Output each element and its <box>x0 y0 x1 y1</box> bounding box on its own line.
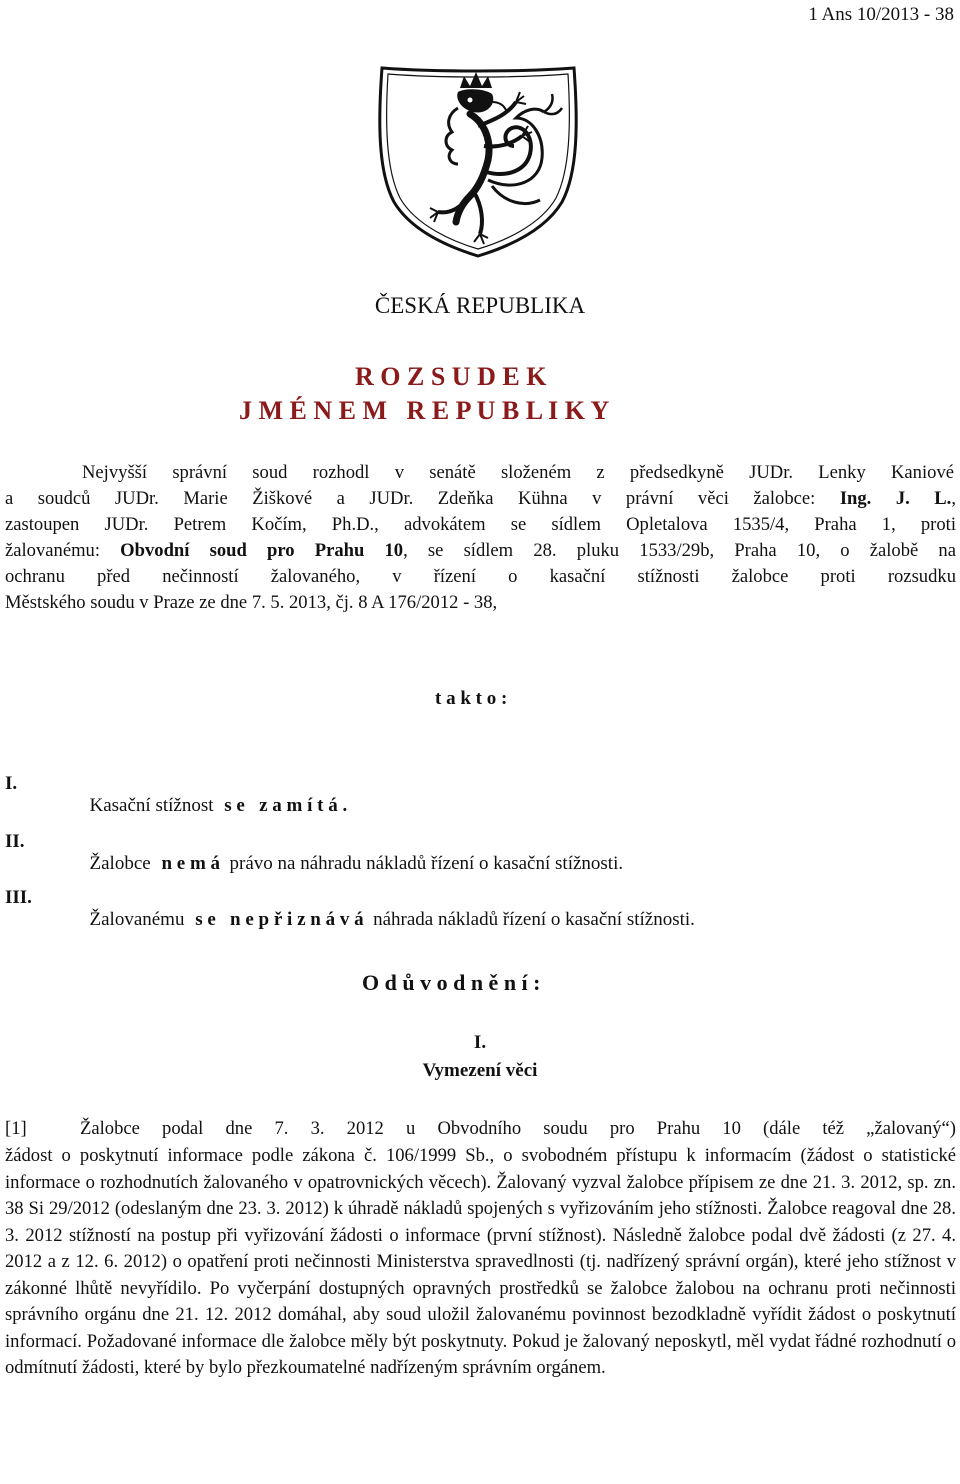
verdict-post: právo na náhradu nákladů řízení o kasační stížnosti. <box>220 853 624 874</box>
verdict-pre: Kasační stížnost <box>89 795 219 816</box>
intro-text: , <box>951 488 956 509</box>
verdict-title: R O Z S U D E K <box>355 362 547 391</box>
verdict-post: náhrada nákladů řízení o kasační stížnosti. <box>363 909 695 930</box>
reasoning-heading: O d ů v o d n ě n í : <box>362 970 541 995</box>
verdict-emph: n e m á <box>161 853 221 874</box>
section-number: I. <box>473 1032 487 1053</box>
defendant-name: Obvodní soud pro Prahu 10 <box>120 540 404 561</box>
case-number: 1 Ans 10/2013 - 38 <box>808 4 954 25</box>
verdict-pre: Žalobce <box>89 853 156 874</box>
verdict-emph: s e z a m í t á . <box>224 795 348 816</box>
verdict-text <box>80 887 695 931</box>
intro-text: a soudců JUDr. Marie Žiškové a JUDr. Zdeňka Kühna v právní věci žalobce: <box>5 488 840 509</box>
verdict-number: III. <box>5 887 32 908</box>
intro-line: ochranu před nečinností žalovaného, v řízení o kasační stížnosti žalobce proti rozsudku <box>5 566 956 587</box>
verdict-pre: Žalovanému <box>89 909 190 930</box>
intro-line: Nejvyšší správní soud rozhodl v senátě složeném z předsedkyně JUDr. Lenky Kaniové <box>82 462 954 483</box>
verdict-number: II. <box>5 831 25 852</box>
verdict-emph: s e n e p ř i z n á v á <box>195 909 364 930</box>
intro-text: , se sídlem 28. pluku 1533/29b, Praha 10, o žalobě na <box>403 540 956 561</box>
takto-heading: t a k t o : <box>435 688 508 709</box>
intro-line <box>5 488 956 510</box>
paragraph-body: žádost o poskytnutí informace podle zákona č. 106/1999 Sb., o svobodném přístupu k informacím (žádost o statistické informace o rozhodnutích žalovaného v opatrovnických věcech). Žalovaný vyzval žalobce přípisem ze dne 21. 3. 2012, sp. zn. 38 Si 29/2012 (odeslaným dne 23. 3. 2012) k úhradě nákladů spojených s vyřizováním jeho stížnosti. Žalobce reagoval dne 28. 3. 2012 stížností na postup při vyřizování žádosti o informace (první stížnost). Následně žalobce podal dvě žádosti (z 27. 4. 2012 a z 12. 6. 2012) o opatření proti nečinnosti Ministerstva spravedlnosti (tj. nadřízený správní orgán), které jeho stížnost v zákonné lhůtě nevyřídilo. Po vyčerpání dostupných opravných prostředků se žalobce žalobou na ochranu proti nečinnosti správního orgánu dne 21. 12. 2012 domáhal, aby soud uložil žalovanému povinnost bezodkladně vyřídit žádost o poskytnutí informací. Požadované informace dle žalobce měly být poskytnuty. Pokud je žalovaný neposkytl, měl vydat řádné rozhodnutí o odmítnutí žádosti, které by bylo přezkoumatelné nadřízeným správním orgánem. <box>5 1145 956 1378</box>
paragraph-marker: [1] <box>5 1118 27 1139</box>
country-title: ČESKÁ REPUBLIKA <box>374 293 586 318</box>
verdict-number: I. <box>5 773 18 794</box>
intro-line <box>5 540 956 562</box>
intro-line: Městského soudu v Praze ze dne 7. 5. 2013, čj. 8 A 176/2012 - 38, <box>5 592 498 613</box>
paragraph-first-line: Žalobce podal dne 7. 3. 2012 u Obvodního soudu pro Prahu 10 (dále též „žalovaný“) <box>80 1118 956 1139</box>
verdict-text <box>80 831 623 875</box>
in-name-of-republic-title: J M É N E M R E P U B L I K Y <box>239 396 610 425</box>
section-title: Vymezení věci <box>422 1060 538 1081</box>
intro-line: zastoupen JUDr. Petrem Kočím, Ph.D., advokátem se sídlem Opletalova 1535/4, Praha 1, proti <box>5 514 956 535</box>
verdict-text <box>80 773 347 817</box>
plaintiff-name: Ing. J. L. <box>839 488 952 509</box>
czech-coat-of-arms-lion-icon <box>374 62 582 260</box>
intro-text: žalovanému: <box>5 540 121 561</box>
